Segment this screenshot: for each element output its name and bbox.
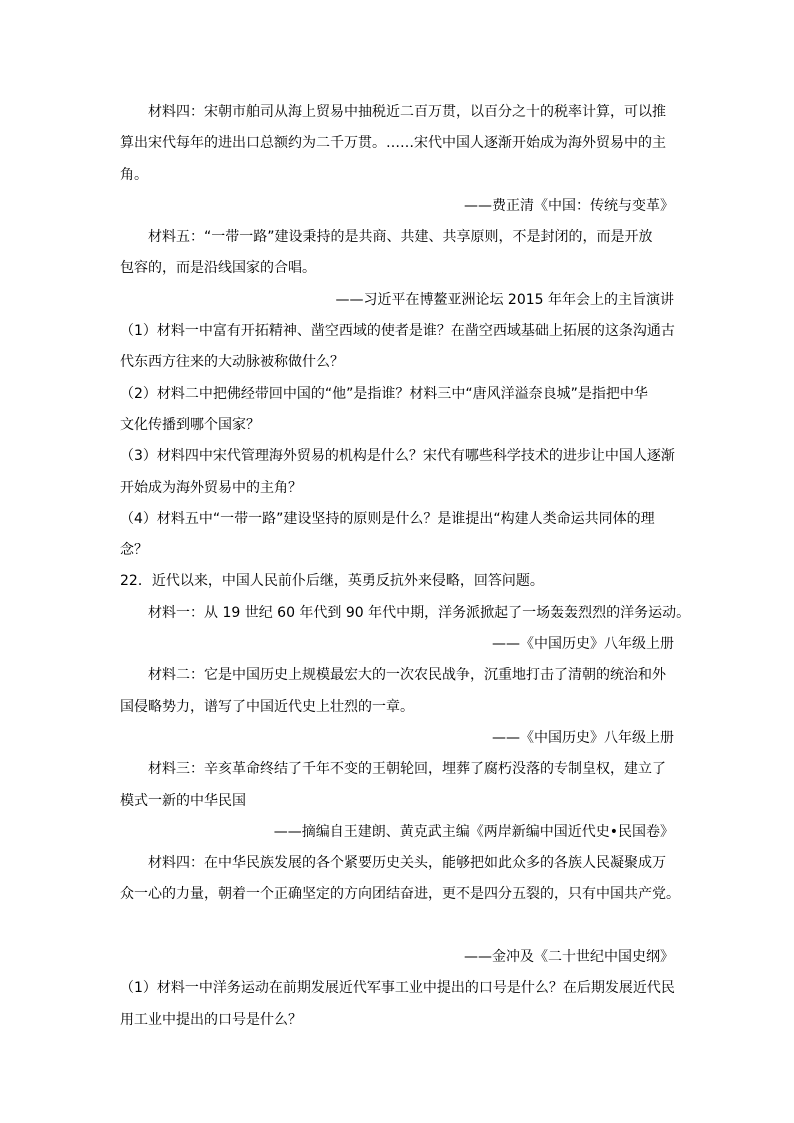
question-21-subquestions bbox=[120, 316, 674, 566]
question-line: （1）材料一中洋务运动在前期发展近代军事工业中提出的口号是什么？在后期发展近代民 bbox=[120, 980, 675, 997]
paragraph-line: 众一心的力量，朝着一个正确坚定的方向团结奋进，更不是四分五裂的，只有中国共产党。 bbox=[120, 886, 680, 903]
paragraph-line: 材料五：“一带一路”建设秉持的是共商、共建、共享原则，不是封闭的，而是开放 bbox=[148, 229, 653, 246]
question-line: 文化传播到哪个国家？ bbox=[120, 416, 260, 433]
paragraph-line: 包容的，而是沿线国家的合唱。 bbox=[120, 260, 316, 277]
question-line: （2）材料二中把佛经带回中国的“他”是指谁？材料三中“唐风洋溢奈良城”是指把中华 bbox=[120, 385, 648, 402]
question-line: 念？ bbox=[120, 542, 148, 559]
question-line: （3）材料四中宋代管理海外贸易的机构是什么？宋代有哪些科学技术的进步让中国人逐渐 bbox=[120, 448, 675, 465]
paragraph-line: 材料二：它是中国历史上规模最宏大的一次农民战争，沉重地打击了清朝的统治和外 bbox=[148, 667, 666, 684]
source-citation: ——金冲及《二十世纪中国史纲》 bbox=[464, 949, 674, 966]
paragraph-line: 材料一：从 19 世纪 60 年代到 90 年代中期，洋务派掀起了一场轰轰烈烈的洋务运动。 bbox=[148, 604, 691, 621]
material-four bbox=[120, 97, 674, 222]
question-line: （4）材料五中“一带一路”建设坚持的原则是什么？是谁提出“构建人类命运共同体的理 bbox=[120, 510, 655, 527]
question-stem: 22．近代以来，中国人民前仆后继，英勇反抗外来侵略，回答问题。 bbox=[120, 573, 544, 590]
source-citation: ——摘编自王建朗、黄克武主编《两岸新编中国近代史•民国卷》 bbox=[273, 823, 674, 840]
question-line: 代东西方往来的大动脉被称做什么？ bbox=[120, 354, 344, 371]
paragraph-line: 角。 bbox=[120, 166, 148, 183]
question-line: （1）材料一中富有开拓精神、凿空西域的使者是谁？在凿空西域基础上拓展的这条沟通古 bbox=[120, 323, 675, 340]
paragraph-line: 国侵略势力，谱写了中国近代史上壮烈的一章。 bbox=[120, 698, 414, 715]
question-22 bbox=[120, 566, 691, 1035]
question-line: 用工业中提出的口号是什么？ bbox=[120, 1011, 302, 1028]
paragraph-line: 材料四：宋朝市舶司从海上贸易中抽税近二百万贯，以百分之十的税率计算，可以推 bbox=[148, 104, 666, 120]
material-five bbox=[120, 222, 674, 316]
source-citation: ——习近平在博鳌亚洲论坛 2015 年年会上的主旨演讲 bbox=[335, 291, 674, 308]
document-page bbox=[120, 97, 691, 1036]
source-citation: ——《中国历史》八年级上册 bbox=[492, 636, 674, 653]
source-citation: ——费正清《中国：传统与变革》 bbox=[464, 197, 674, 214]
paragraph-line: 材料三：辛亥革命终结了千年不变的王朝轮回，埋葬了腐朽没落的专制皇权，建立了 bbox=[148, 761, 666, 778]
question-line: 开始成为海外贸易中的主角？ bbox=[120, 479, 302, 496]
paragraph-line: 模式一新的中华民国 bbox=[120, 792, 246, 809]
paragraph-line: 算出宋代每年的进出口总额约为二千万贯。……宋代中国人逐渐开始成为海外贸易中的主 bbox=[120, 135, 666, 152]
source-citation: ——《中国历史》八年级上册 bbox=[492, 729, 674, 746]
blank-line bbox=[120, 911, 674, 942]
paragraph-line: 材料四：在中华民族发展的各个紧要历史关头，能够把如此众多的各族人民凝聚成万 bbox=[148, 855, 666, 872]
